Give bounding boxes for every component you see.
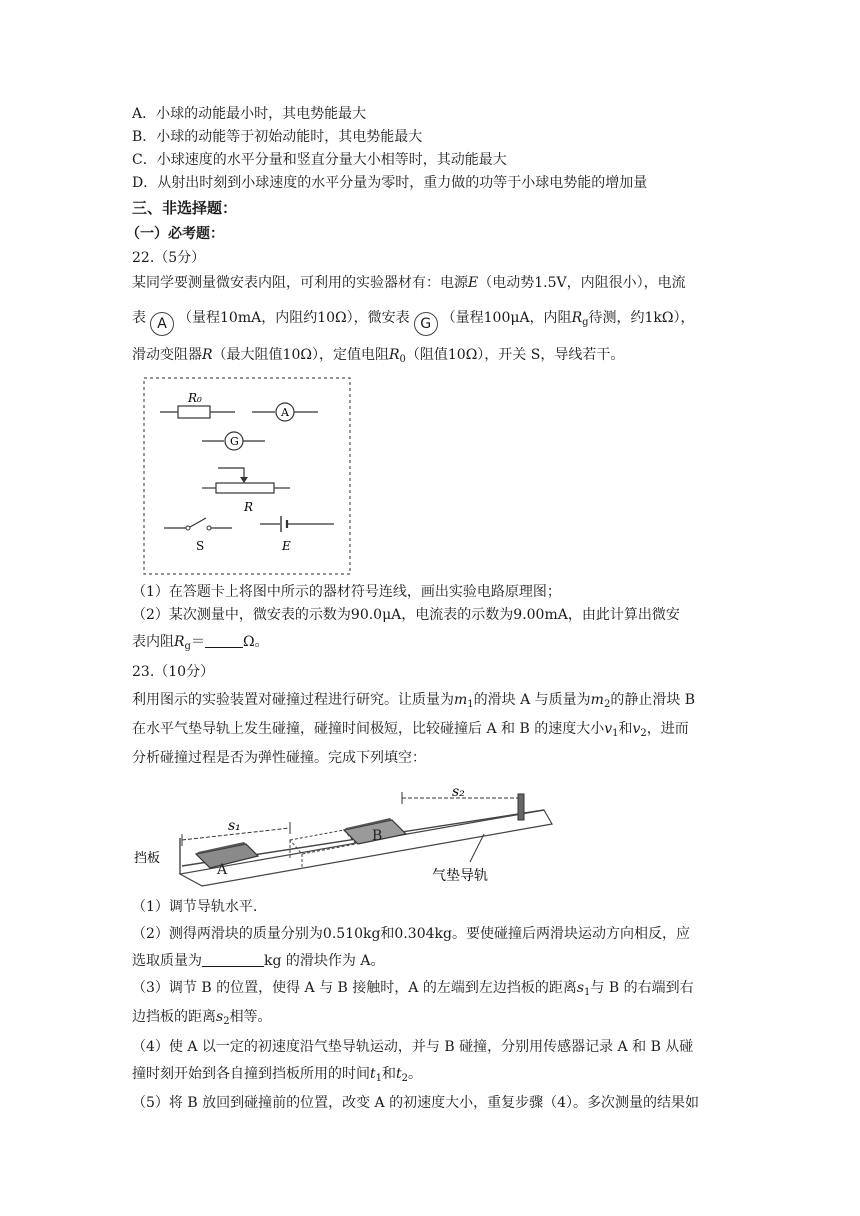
label-s: S [196,539,205,553]
label-air-track: 气垫导轨 [432,868,488,884]
label-r0: R₀ [188,391,202,405]
ammeter-icon: A [150,312,174,336]
option-b: B．小球的动能等于初始动能时，其电势能最大 [132,129,423,145]
answer-blank-rg[interactable] [205,633,243,648]
label-e: E [282,539,291,553]
rheostat-symbol [216,483,274,493]
label-slider-b: B [372,828,383,844]
q22-line3: 滑动变阻器R（最大阻值10Ω），定值电阻$R_0$（阻值10Ω），开关 S，导线若干。 [132,347,625,365]
q22-line1: 某同学要测量微安表内阻，可利用的实验器材有：电源E（电动势1.5V，内阻很小），电流 [132,275,686,291]
q23-step3-b: 边挡板的距离$s_2$相等。 [132,1009,272,1027]
answer-blank-mass[interactable] [202,952,264,967]
q23-intro-1: 利用图示的实验装置对碰撞过程进行研究。让质量为$m_1$的滑块 A 与质量为$m_2$的静止滑块 B [132,692,696,710]
option-a: A．小球的动能最小时，其电势能最大 [132,106,367,122]
q22-part1: （1）在答题卡上将图中所示的器材符号连线，画出实验电路原理图； [132,584,561,600]
q22-part2-b: 表内阻$R_g= \Omega$。 [132,634,269,652]
option-d: D．从射出时刻到小球速度的水平分量为零时，重力做的功等于小球电势能的增加量 [132,175,648,191]
label-baffle: 挡板 [134,851,161,866]
label-slider-a: A [217,862,228,878]
section-title: 三、非选择题： [132,199,238,217]
q23-step2-b: 选取质量为 kg 的滑块作为 A。 [132,953,385,969]
q23-intro-3: 分析碰撞过程是否为弹性碰撞。完成下列填空： [132,750,426,766]
q23-step2-a: （2）测得两滑块的质量分别为0.510kg和0.304kg。要使碰撞后两滑块运动方向相反，应 [132,926,690,942]
q23-step3-a: （3）调节 B 的位置，使得 A 与 B 接触时，A 的左端到左边挡板的距离$s_1$与 B 的右端到右 [132,980,694,998]
q23-step4-b: 撞时刻开始到各自撞到挡板所用的时间$t_1$和$t_2$。 [132,1066,423,1084]
q23-step1: （1）调节导轨水平. [132,899,258,915]
label-s1: s₁ [228,818,241,834]
q23-number: 23.（10分） [132,664,215,680]
label-r: R [244,500,254,514]
q23-step5: （5）将 B 放回到碰撞前的位置，改变 A 的初速度大小，重复步骤（4）。多次测量的结果如 [132,1095,700,1111]
q22-line2: 表 A （量程10mA，内阻约10Ω），微安表 G （量程100μA，内阻$R_g$待测，约1kΩ）， [132,308,695,336]
q22-part2-a: （2）某次测量中，微安表的示数为90.0μA，电流表的示数为9.00mA，由此计算出微安 [132,607,680,623]
section-subtitle: （一）必考题： [126,226,224,242]
option-c: C．小球速度的水平分量和竖直分量大小相等时，其动能最大 [132,152,507,168]
q23-step4-a: （4）使 A 以一定的初速度沿气垫导轨运动，并与 B 碰撞，分别用传感器记录 A 和 B 从碰 [132,1039,694,1055]
q22-number: 22.（5分） [132,250,206,266]
q23-intro-2: 在水平气垫导轨上发生碰撞，碰撞时间极短，比较碰撞后 A 和 B 的速度大小$v_1$和$v_2$，进而 [132,721,689,739]
circuit-components-figure [140,374,356,578]
label-s2: s₂ [452,784,465,800]
air-track-figure [132,782,562,894]
galvanometer-icon: G [414,312,438,336]
label-g: G [230,435,239,448]
label-a: A [281,406,289,419]
